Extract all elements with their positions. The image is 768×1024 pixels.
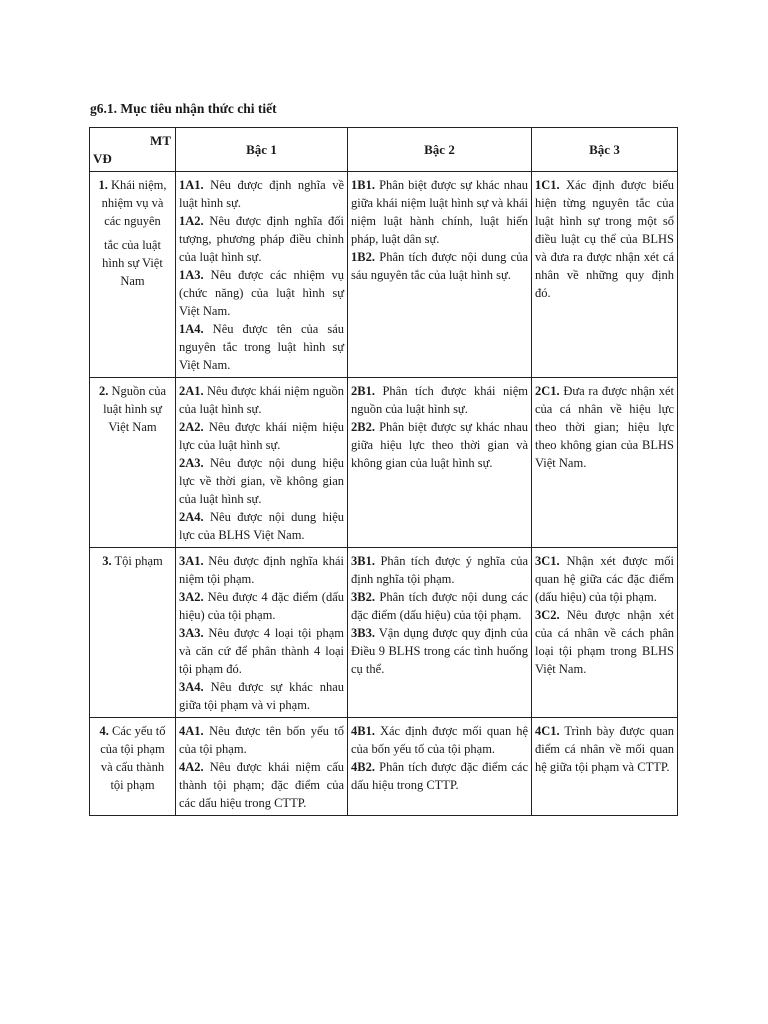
level-1-header: Bậc 1 <box>176 128 348 172</box>
objective-code: 1A1. <box>179 178 204 192</box>
objective-item <box>535 552 674 606</box>
objective-item <box>179 454 344 508</box>
objective-text: Nhận xét được mối quan hệ giữa các đặc điểm (dấu hiệu) của tội phạm. <box>535 554 674 604</box>
objective-text: Nêu được định nghĩa về luật hình sự. <box>179 178 344 210</box>
level-3-cell <box>532 172 678 378</box>
objective-code: 4A1. <box>179 724 204 738</box>
objective-code: 2A4. <box>179 510 204 524</box>
objective-item <box>535 382 674 472</box>
objective-item <box>179 758 344 812</box>
objective-text: Nêu được khái niệm cấu thành tội phạm; đặc điểm của các dấu hiệu trong CTTP. <box>179 760 344 810</box>
level-1-cell <box>176 378 348 548</box>
table-row <box>90 172 678 378</box>
objective-text: Phân tích được ý nghĩa của định nghĩa tội phạm. <box>351 554 529 586</box>
objective-text: Phân biệt được sự khác nhau giữa hiệu lực theo thời gian và không gian của luật hình sự. <box>351 420 528 470</box>
topic-number: 2. <box>99 384 109 398</box>
objective-code: 1C1. <box>535 178 560 192</box>
objective-code: 3A2. <box>179 590 204 604</box>
objective-text: Nêu được nội dung hiệu lực về thời gian, về không gian của luật hình sự. <box>179 456 344 506</box>
objective-item <box>179 320 344 374</box>
topic-number: 4. <box>99 724 109 738</box>
objective-text: Nêu được 4 đặc điểm (dấu hiệu) của tội phạm. <box>179 590 344 622</box>
corner-vd-label: VĐ <box>93 151 112 166</box>
objective-item <box>351 382 528 418</box>
objective-item <box>535 176 674 302</box>
topic-title: Nguồn của luật hình sự Việt Nam <box>103 384 166 434</box>
objective-item <box>179 624 344 678</box>
objective-text: Nêu được định nghĩa khái niệm tội phạm. <box>179 554 344 586</box>
level-1-cell <box>176 718 348 816</box>
objective-code: 1A4. <box>179 322 204 336</box>
objective-text: Phân tích được khái niệm nguồn của luật hình sự. <box>351 384 528 416</box>
objective-code: 3A3. <box>179 626 204 640</box>
table-row <box>90 548 678 718</box>
objective-code: 1A2. <box>179 214 204 228</box>
topic-cell <box>90 718 176 816</box>
objective-item <box>351 176 528 248</box>
objective-code: 4A2. <box>179 760 204 774</box>
objective-item <box>179 212 344 266</box>
topic-title: Tội phạm <box>114 554 163 568</box>
level-2-cell <box>348 718 532 816</box>
objective-item <box>351 418 528 472</box>
objective-code: 4C1. <box>535 724 560 738</box>
level-2-header: Bậc 2 <box>348 128 532 172</box>
objective-text: Trình bày được quan điểm cá nhân về mối quan hệ giữa tội phạm và CTTP. <box>535 724 674 774</box>
objective-item <box>179 552 344 588</box>
objective-item <box>351 758 528 794</box>
objective-text: Nêu được tên của sáu nguyên tắc trong luật hình sự Việt Nam. <box>179 322 344 372</box>
corner-mt-label: MT <box>150 133 171 148</box>
objective-item <box>351 552 528 588</box>
objective-text: Nêu được 4 loại tội phạm và căn cứ để phân thành 4 loại tội phạm đó. <box>179 626 344 676</box>
objectives-table <box>89 127 678 816</box>
objective-text: Phân tích được đặc điểm các dấu hiệu trong CTTP. <box>351 760 528 792</box>
objective-text: Nêu được khái niệm nguồn của luật hình sự. <box>179 384 344 416</box>
objective-code: 2C1. <box>535 384 560 398</box>
objective-text: Nêu được các nhiệm vụ (chức năng) của luật hình sự Việt Nam. <box>179 268 344 318</box>
topic-cell <box>90 378 176 548</box>
objective-code: 2A1. <box>179 384 204 398</box>
section-title: g6.1. Mục tiêu nhận thức chi tiết <box>90 101 277 116</box>
objective-item <box>179 382 344 418</box>
objective-text: Nêu được khái niệm hiệu lực của luật hình sự. <box>179 420 345 452</box>
objective-code: 4B1. <box>351 724 375 738</box>
objective-item <box>535 722 674 776</box>
objective-text: Đưa ra được nhận xét của cá nhân về hiệu lực theo thời gian; hiệu lực theo không gian của BLHS Việt Nam. <box>535 384 674 470</box>
topic-number: 1. <box>98 178 108 192</box>
objective-code: 1B1. <box>351 178 375 192</box>
objective-item <box>179 722 344 758</box>
objective-item <box>179 678 344 714</box>
level-1-cell <box>176 172 348 378</box>
objective-code: 3C2. <box>535 608 560 622</box>
objective-text: Phân tích được nội dung các đặc điểm (dấu hiệu) của tội phạm. <box>351 590 529 622</box>
objective-code: 3A4. <box>179 680 204 694</box>
objective-text: Xác định được mối quan hệ của bốn yếu tố của tội phạm. <box>351 724 529 756</box>
level-1-cell <box>176 548 348 718</box>
objective-text: Xác định được biểu hiện từng nguyên tắc của luật hình sự trong một số điều luật cụ thể của BLHS và đưa ra được nhận xét cá nhân về những quy định đó. <box>535 178 674 300</box>
objective-text: Nêu được tên bốn yếu tố của tội phạm. <box>179 724 344 756</box>
objective-text: Vận dụng được quy định của Điều 9 BLHS trong các tình huống cụ thể. <box>351 626 528 676</box>
header-row <box>90 128 678 172</box>
objective-code: 2A2. <box>179 420 204 434</box>
objective-code: 3B3. <box>351 626 375 640</box>
objective-item <box>351 588 528 624</box>
table-row <box>90 718 678 816</box>
level-3-header: Bậc 3 <box>532 128 678 172</box>
objective-text: Phân biệt được sự khác nhau giữa khái niệm luật hình sự và khái niệm luật hành chính, luật hiến pháp, luật dân sự. <box>351 178 528 246</box>
topic-title: Khái niệm, nhiệm vụ và các nguyên <box>101 178 167 228</box>
objective-item <box>179 508 344 544</box>
objective-item <box>351 624 528 678</box>
level-2-cell <box>348 172 532 378</box>
objective-code: 3B1. <box>351 554 375 568</box>
topic-title: Các yếu tố của tội phạm và cấu thành tội phạm <box>100 724 166 792</box>
level-2-cell <box>348 378 532 548</box>
objective-code: 2B1. <box>351 384 375 398</box>
objective-code: 2A3. <box>179 456 204 470</box>
objective-code: 3B2. <box>351 590 375 604</box>
topic-title-continued: tắc của luật hình sự Việt Nam <box>102 238 163 288</box>
table-row <box>90 378 678 548</box>
corner-cell <box>90 128 176 172</box>
topic-cell <box>90 548 176 718</box>
objective-text: Nêu được định nghĩa đối tượng, phương pháp điều chỉnh của luật hình sự. <box>179 214 344 264</box>
objective-item <box>351 722 528 758</box>
level-3-cell <box>532 718 678 816</box>
objective-code: 2B2. <box>351 420 375 434</box>
level-3-cell <box>532 378 678 548</box>
level-3-cell <box>532 548 678 718</box>
objective-item <box>351 248 528 284</box>
objective-text: Nêu được sự khác nhau giữa tội phạm và vi phạm. <box>179 680 345 712</box>
objective-item <box>179 588 344 624</box>
objective-code: 3C1. <box>535 554 560 568</box>
objective-item <box>535 606 674 678</box>
objective-code: 3A1. <box>179 554 204 568</box>
objective-code: 1B2. <box>351 250 375 264</box>
objective-item <box>179 176 344 212</box>
objective-text: Nêu được nội dung hiệu lực của BLHS Việt Nam. <box>179 510 344 542</box>
objective-code: 1A3. <box>179 268 204 282</box>
objective-text: Nêu được nhận xét của cá nhân về cách phân loại tội phạm trong BLHS Việt Nam. <box>535 608 675 676</box>
topic-cell <box>90 172 176 378</box>
objective-item <box>179 418 344 454</box>
level-2-cell <box>348 548 532 718</box>
objective-text: Phân tích được nội dung của sáu nguyên tắc của luật hình sự. <box>351 250 528 282</box>
objective-code: 4B2. <box>351 760 375 774</box>
objective-item <box>179 266 344 320</box>
topic-number: 3. <box>102 554 112 568</box>
